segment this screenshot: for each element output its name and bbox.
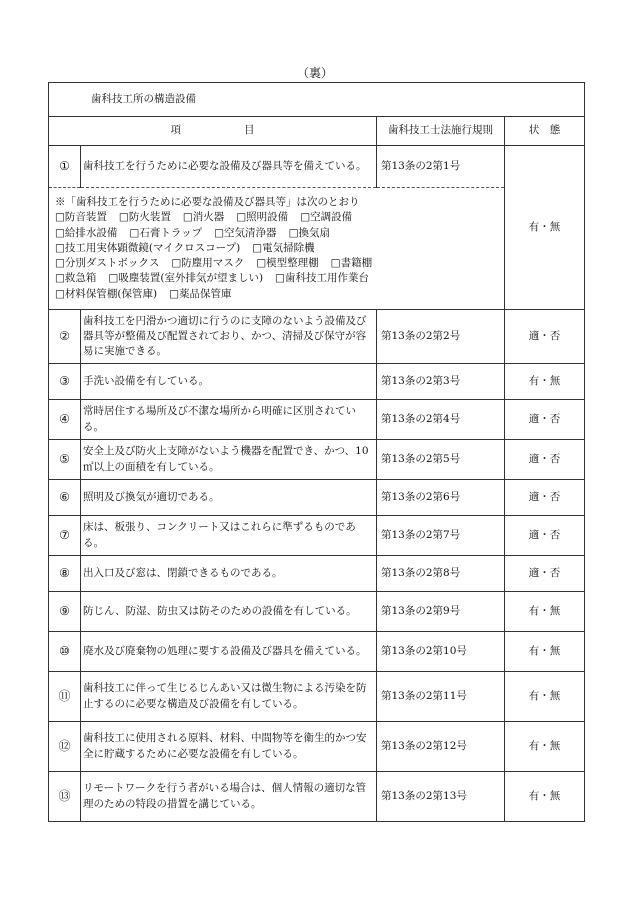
page-side-label: （裏） (296, 66, 333, 80)
row-number: ⑦ (49, 516, 81, 556)
header-row (49, 117, 585, 146)
row-law: 第13条の2第3号 (377, 364, 505, 400)
row-law: 第13条の2第11号 (377, 672, 505, 722)
equipment-option[interactable]: □吸塵装置(室外排気が望ましい) (108, 272, 264, 285)
table-row (49, 400, 585, 440)
table-row (49, 440, 585, 480)
row-law: 第13条の2第8号 (377, 556, 505, 592)
equipment-option[interactable]: □空調設備 (300, 211, 353, 224)
equipment-line (55, 226, 498, 241)
row-number: ⑥ (49, 480, 81, 516)
row-law: 第13条の2第5号 (377, 440, 505, 480)
equipment-line (55, 256, 498, 271)
row-text: 出入口及び窓は、閉鎖できるものである。 (81, 556, 377, 592)
row-law: 第13条の2第9号 (377, 592, 505, 632)
row-text: 廃水及び廃棄物の処理に要する設備及び器具を備えている。 (81, 632, 377, 672)
row-state[interactable]: 適・否 (505, 440, 585, 480)
structure-equipment-table (48, 82, 585, 822)
equipment-option[interactable]: □防音装置 (55, 211, 107, 224)
row-number: ④ (49, 400, 81, 440)
row-state[interactable]: 適・否 (505, 556, 585, 592)
row-state[interactable]: 有・無 (505, 592, 585, 632)
equipment-option[interactable]: □防塵用マスク (171, 257, 245, 270)
row-number: ⑧ (49, 556, 81, 592)
equipment-option[interactable]: □救急箱 (55, 272, 97, 285)
equipment-note-row (49, 188, 585, 310)
row-number: ⑨ (49, 592, 81, 632)
table-row (49, 672, 585, 722)
row-law: 第13条の2第4号 (377, 400, 505, 440)
row-law: 第13条の2第10号 (377, 632, 505, 672)
equipment-option[interactable]: □書籍棚 (330, 257, 373, 270)
row-state[interactable]: 有・無 (505, 146, 585, 310)
row-text: 歯科技工を円滑かつ適切に行うのに支障のないよう設備及び器具等が整備及び配置されており、かつ、清掃及び保守が容易に実施できる。 (81, 310, 377, 364)
row-number: ③ (49, 364, 81, 400)
row-state[interactable]: 有・無 (505, 364, 585, 400)
row-number: ② (49, 310, 81, 364)
row-number: ⑫ (49, 722, 81, 772)
equipment-option[interactable]: □空気清浄器 (214, 226, 277, 239)
row-state[interactable]: 適・否 (505, 516, 585, 556)
equipment-note-lead: ※「歯科技工を行うために必要な設備及び器具等」は次のとおり (55, 196, 360, 209)
row-law: 第13条の2第2号 (377, 310, 505, 364)
row-text: 常時居住する場所及び不潔な場所から明確に区別されている。 (81, 400, 377, 440)
equipment-option[interactable]: □薬品保管庫 (169, 287, 232, 300)
table-row (49, 592, 585, 632)
equipment-option[interactable]: □照明設備 (236, 211, 289, 224)
row-law: 第13条の2第7号 (377, 516, 505, 556)
row-text: 歯科技工に使用される原料、材料、中間物等を衛生的かつ安全に貯蔵するために必要な設備を有している。 (81, 722, 377, 772)
row-law: 第13条の2第12号 (377, 722, 505, 772)
equipment-option[interactable]: □材料保管棚(保管庫) (55, 287, 158, 300)
row-text: 手洗い設備を有している。 (81, 364, 377, 400)
row-state[interactable]: 適・否 (505, 480, 585, 516)
section-title: 歯科技工所の構造設備 (49, 83, 585, 117)
table-row (49, 310, 585, 364)
row-text: 床は、板張り、コンクリート又はこれらに準ずるものである。 (81, 516, 377, 556)
equipment-checklist (55, 210, 498, 301)
equipment-line (55, 210, 498, 225)
row-state[interactable]: 有・無 (505, 632, 585, 672)
table-row (49, 722, 585, 772)
row-state[interactable]: 有・無 (505, 672, 585, 722)
header-law: 歯科技工士法施行規則 (377, 117, 505, 146)
row-law: 第13条の2第6号 (377, 480, 505, 516)
table-row (49, 556, 585, 592)
row-state[interactable]: 有・無 (505, 772, 585, 822)
row-text: 安全上及び防火上支障がないよう機器を配置でき、かつ、10㎡以上の面積を有している。 (81, 440, 377, 480)
row-number: ① (49, 146, 81, 188)
table-row (49, 516, 585, 556)
row-state[interactable]: 適・否 (505, 400, 585, 440)
equipment-option[interactable]: □分別ダストボックス (55, 257, 160, 270)
equipment-option[interactable]: □換気扇 (288, 226, 330, 239)
table-row (49, 364, 585, 400)
row-number: ⑤ (49, 440, 81, 480)
equipment-option[interactable]: □模型整理棚 (256, 257, 319, 270)
row-state[interactable]: 有・無 (505, 722, 585, 772)
row-number: ⑩ (49, 632, 81, 672)
row-state[interactable]: 適・否 (505, 310, 585, 364)
row-law: 第13条の2第1号 (377, 146, 505, 188)
table-row (49, 772, 585, 822)
header-item: 項 目 (49, 117, 377, 146)
equipment-line (55, 241, 498, 256)
table-row (49, 632, 585, 672)
row-text: 歯科技工を行うために必要な設備及び器具等を備えている。 (81, 146, 377, 188)
equipment-option[interactable]: □消火器 (182, 211, 225, 224)
row-text: 歯科技工に伴って生じるじんあい又は微生物による汚染を防止するのに必要な構造及び設備を有している。 (81, 672, 377, 722)
row-text: 防じん、防湿、防虫又は防そのための設備を有している。 (81, 592, 377, 632)
header-state: 状 態 (505, 117, 585, 146)
row-law: 第13条の2第13号 (377, 772, 505, 822)
table-row (49, 146, 585, 188)
row-number: ⑬ (49, 772, 81, 822)
equipment-option[interactable]: □電気掃除機 (252, 241, 315, 254)
table-row (49, 480, 585, 516)
equipment-line (55, 271, 498, 286)
row-text: 照明及び換気が適切である。 (81, 480, 377, 516)
equipment-option[interactable]: □技工用実体顕微鏡(マイクロスコープ) (55, 241, 241, 254)
equipment-note (49, 188, 505, 310)
equipment-option[interactable]: □石膏トラップ (129, 226, 203, 239)
equipment-line (55, 287, 498, 302)
equipment-option[interactable]: □歯科技工用作業台 (275, 272, 369, 285)
row-number: ⑪ (49, 672, 81, 722)
row-text: リモートワークを行う者がいる場合は、個人情報の適切な管理のための特段の措置を講じている。 (81, 772, 377, 822)
equipment-option[interactable]: □給排水設備 (55, 226, 118, 239)
equipment-option[interactable]: □防火装置 (118, 211, 171, 224)
